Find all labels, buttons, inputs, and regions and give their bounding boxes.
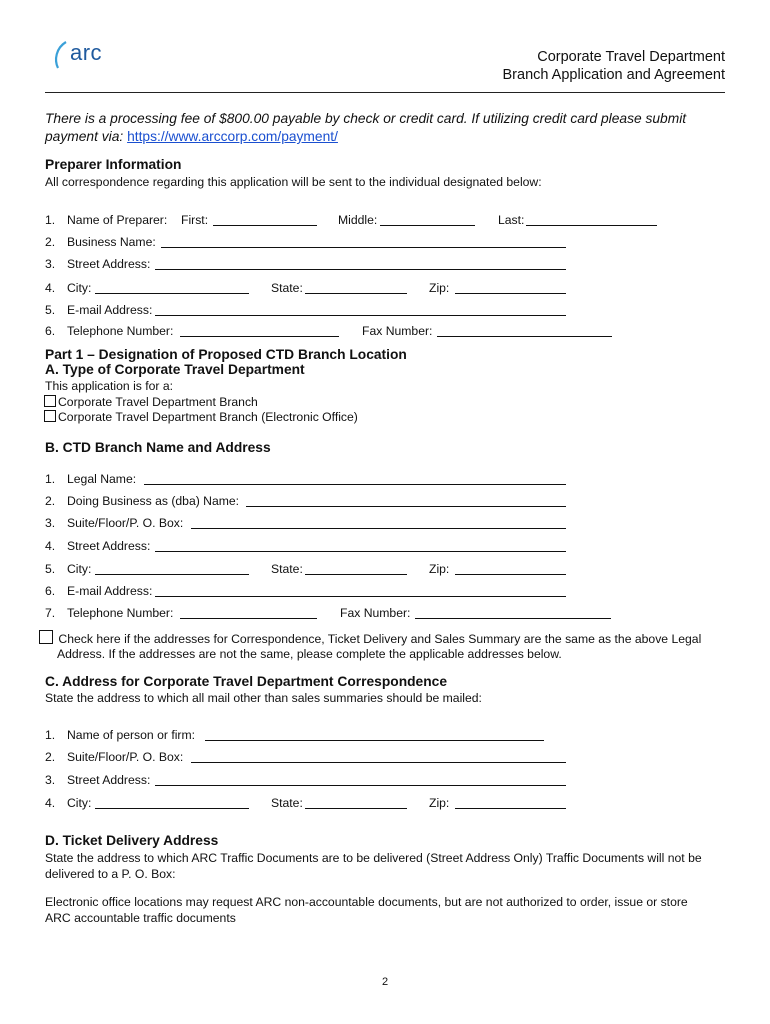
zip-field[interactable] (455, 808, 566, 809)
option-ctd-electronic[interactable] (44, 410, 358, 424)
field-label: City: (67, 796, 92, 810)
fax-field[interactable] (415, 618, 611, 619)
first-label: First: (181, 213, 209, 227)
b-legal-name-row (45, 472, 725, 488)
section-d-note (45, 894, 735, 926)
person-firm-field[interactable] (205, 740, 544, 741)
c-suite-row (45, 750, 725, 766)
preparer-email-row (45, 303, 725, 319)
zip-label: Zip: (429, 281, 450, 295)
city-field[interactable] (95, 574, 249, 575)
fax-field[interactable] (437, 336, 612, 337)
field-label: Suite/Floor/P. O. Box: (67, 750, 184, 764)
last-name-field[interactable] (526, 225, 657, 226)
zip-label: Zip: (429, 562, 450, 576)
state-field[interactable] (305, 808, 407, 809)
zip-field[interactable] (455, 293, 566, 294)
preparer-phone-row (45, 324, 725, 340)
section-c-heading: C. Address for Corporate Travel Department Correspondence (45, 674, 447, 689)
header-divider (45, 92, 725, 93)
title-line-1: Corporate Travel Department (537, 49, 725, 65)
dba-name-field[interactable] (246, 506, 566, 507)
title-line-2: Branch Application and Agreement (502, 67, 725, 83)
section-d-note-1: Electronic office locations may request ARC non-accountable documents, but are not authorized to order, issue or store (45, 895, 688, 909)
zip-field[interactable] (455, 574, 566, 575)
c-street-row (45, 773, 725, 789)
same-address-checkbox[interactable] (39, 630, 53, 644)
item-number: 2. (45, 235, 56, 249)
item-number: 4. (45, 281, 56, 295)
option-ctd-branch[interactable] (44, 395, 258, 409)
business-name-field[interactable] (161, 247, 566, 248)
arc-logo (50, 36, 120, 72)
b-street-row (45, 539, 725, 555)
b-city-row (45, 562, 725, 578)
field-label: Business Name: (67, 235, 156, 249)
field-label: Street Address: (67, 539, 151, 553)
field-label: Name of Preparer: (67, 213, 168, 227)
check-text-1: Check here if the addresses for Correspondence, Ticket Delivery and Sales Summary are the same as the above Legal (58, 632, 702, 646)
field-label: Telephone Number: (67, 324, 174, 338)
option-label: Corporate Travel Department Branch (Electronic Office) (58, 410, 358, 424)
item-number: 6. (45, 324, 56, 338)
fee-text: There is a processing fee of $800.00 payable by check or credit card. If utilizing credit card please submit payment via: (45, 111, 687, 144)
item-number: 5. (45, 562, 56, 576)
last-label: Last: (498, 213, 525, 227)
preparer-street-row (45, 257, 725, 273)
checkbox[interactable] (44, 395, 56, 407)
email-field[interactable] (155, 596, 566, 597)
middle-name-field[interactable] (380, 225, 475, 226)
preparer-subtext: All correspondence regarding this application will be sent to the individual designated below: (45, 175, 542, 189)
option-label: Corporate Travel Department Branch (58, 395, 258, 409)
item-number: 4. (45, 539, 56, 553)
item-number: 6. (45, 584, 56, 598)
logo-text: arc (70, 40, 103, 65)
fax-label: Fax Number: (362, 324, 433, 338)
section-d-note-2: ARC accountable traffic documents (45, 911, 236, 925)
field-label: Telephone Number: (67, 606, 174, 620)
city-field[interactable] (95, 808, 249, 809)
preparer-heading: Preparer Information (45, 157, 182, 172)
telephone-field[interactable] (180, 336, 339, 337)
item-number: 1. (45, 728, 56, 742)
preparer-name-row (45, 213, 725, 229)
payment-link[interactable]: https://www.arccorp.com/payment/ (127, 129, 338, 144)
checkbox[interactable] (44, 410, 56, 422)
b-suite-row (45, 516, 725, 532)
state-label: State: (271, 796, 303, 810)
email-field[interactable] (155, 315, 566, 316)
state-label: State: (271, 281, 303, 295)
item-number: 3. (45, 516, 56, 530)
section-b-heading: B. CTD Branch Name and Address (45, 440, 271, 455)
telephone-field[interactable] (180, 618, 317, 619)
field-label: City: (67, 562, 92, 576)
page-number: 2 (381, 976, 389, 988)
field-label: Suite/Floor/P. O. Box: (67, 516, 184, 530)
item-number: 3. (45, 773, 56, 787)
same-address-check (39, 630, 729, 662)
preparer-city-row (45, 281, 725, 297)
state-field[interactable] (305, 574, 407, 575)
section-d-instructions (45, 850, 735, 882)
suite-field[interactable] (191, 762, 566, 763)
street-address-field[interactable] (155, 269, 566, 270)
state-label: State: (271, 562, 303, 576)
c-city-row (45, 796, 725, 812)
zip-label: Zip: (429, 796, 450, 810)
field-label: E-mail Address: (67, 584, 153, 598)
field-label: Legal Name: (67, 472, 137, 486)
street-address-field[interactable] (155, 551, 566, 552)
fax-label: Fax Number: (340, 606, 411, 620)
section-d-heading: D. Ticket Delivery Address (45, 833, 219, 848)
document-title (503, 48, 725, 84)
middle-label: Middle: (338, 213, 378, 227)
section-a-intro: This application is for a: (45, 379, 174, 393)
field-label: City: (67, 281, 92, 295)
state-field[interactable] (305, 293, 407, 294)
street-address-field[interactable] (155, 785, 566, 786)
item-number: 2. (45, 750, 56, 764)
field-label: Street Address: (67, 773, 151, 787)
b-phone-row (45, 606, 725, 622)
legal-name-field[interactable] (144, 484, 566, 485)
part1-heading: Part 1 – Designation of Proposed CTD Branch Location (45, 347, 407, 362)
item-number: 1. (45, 472, 56, 486)
section-d-line-1: State the address to which ARC Traffic Documents are to be delivered (Street Address Only) Traffic Documents will not be (45, 851, 702, 865)
fee-notice (45, 110, 725, 146)
suite-field[interactable] (191, 528, 566, 529)
item-number: 3. (45, 257, 56, 271)
b-dba-row (45, 494, 725, 510)
item-number: 1. (45, 213, 56, 227)
preparer-business-row (45, 235, 725, 251)
section-d-line-2: delivered to a P. O. Box: (45, 867, 176, 881)
item-number: 4. (45, 796, 56, 810)
same-address-line-1 (39, 630, 729, 647)
city-field[interactable] (95, 293, 249, 294)
c-name-row (45, 728, 725, 744)
field-label: Name of person or firm: (67, 728, 196, 742)
field-label: Street Address: (67, 257, 151, 271)
check-text-2: Address. If the addresses are not the same, please complete the applicable addresses below. (57, 647, 562, 661)
item-number: 7. (45, 606, 56, 620)
b-email-row (45, 584, 725, 600)
field-label: Doing Business as (dba) Name: (67, 494, 240, 508)
first-name-field[interactable] (213, 225, 317, 226)
field-label: E-mail Address: (67, 303, 153, 317)
item-number: 2. (45, 494, 56, 508)
section-c-subtext: State the address to which all mail other than sales summaries should be mailed: (45, 691, 482, 705)
section-a-heading: A. Type of Corporate Travel Department (45, 362, 305, 377)
item-number: 5. (45, 303, 56, 317)
